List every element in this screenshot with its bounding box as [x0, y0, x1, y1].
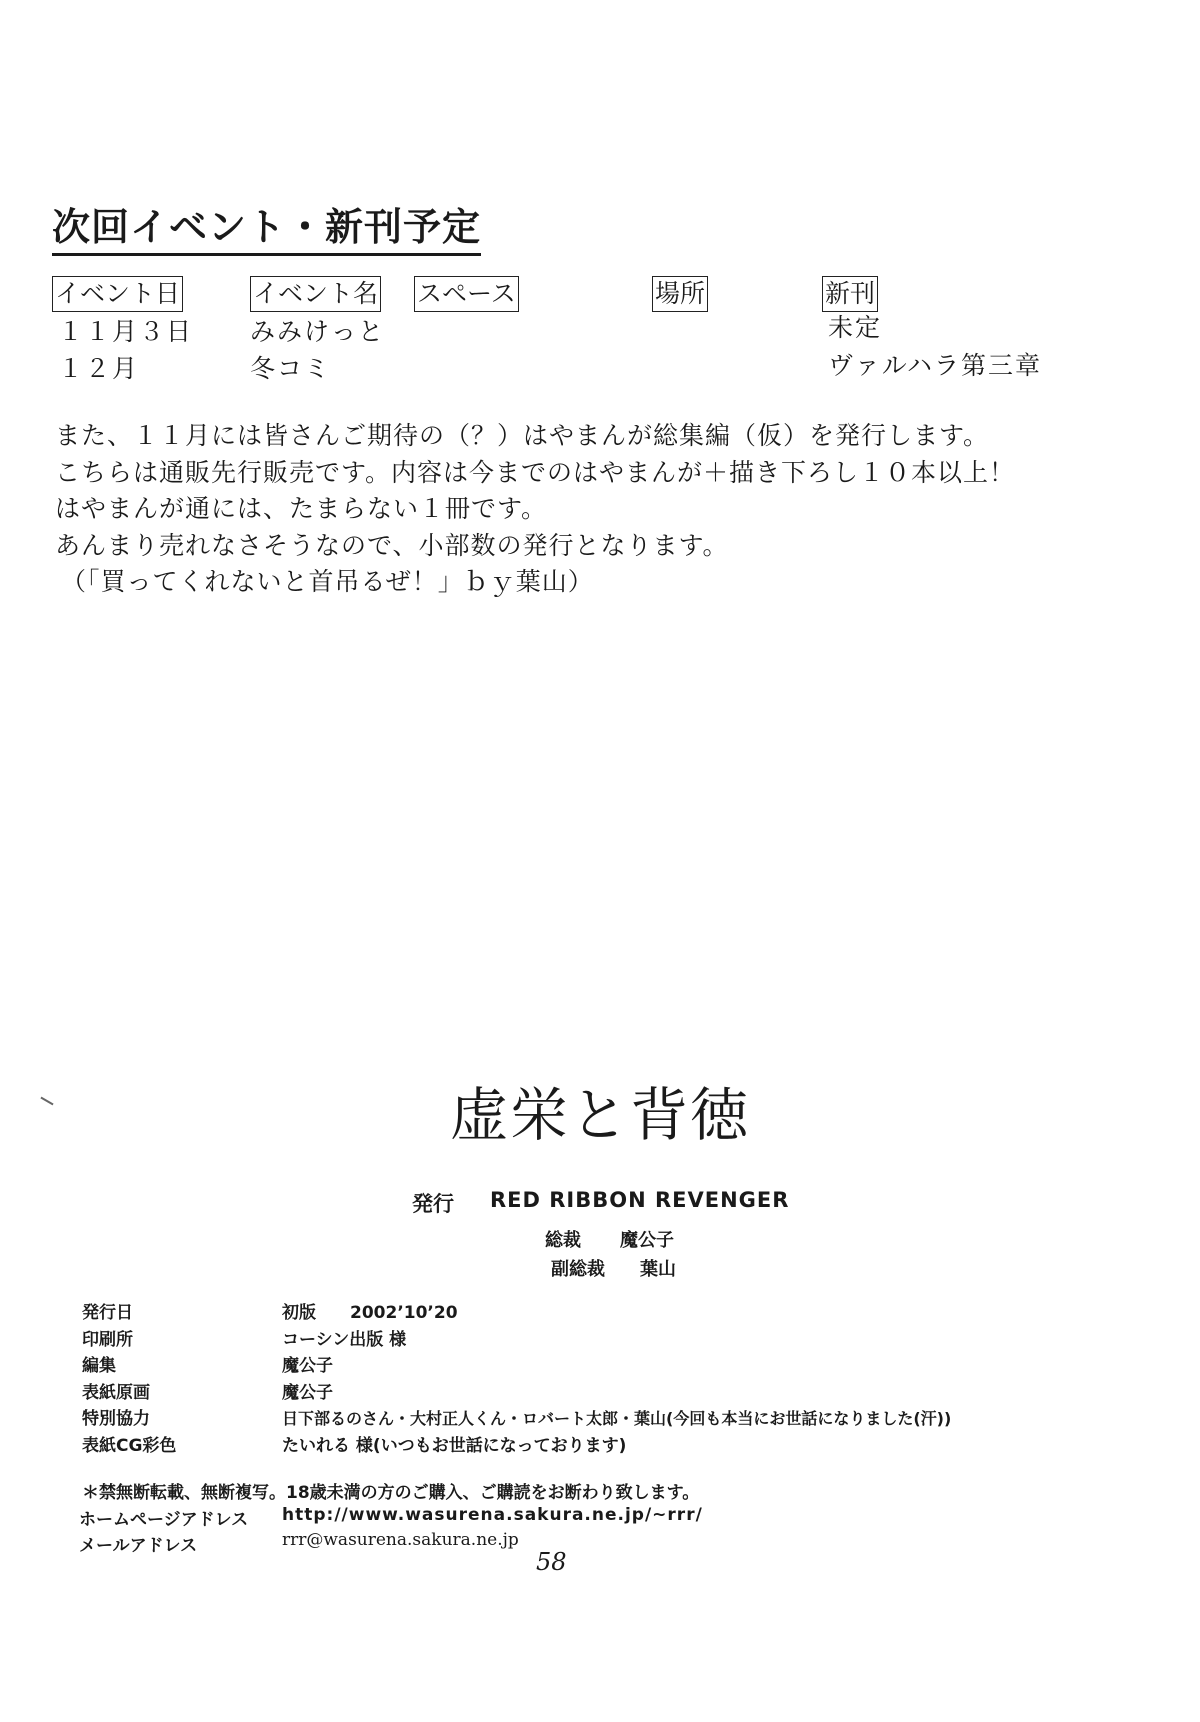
staff-name: 葉山 — [640, 1259, 676, 1280]
colophon-label: 印刷所 — [82, 1329, 133, 1350]
homepage-label: ホームページアドレス — [79, 1510, 249, 1530]
header-event-date: イベント日 — [52, 276, 183, 312]
row1-new-book: 未定 — [828, 313, 883, 342]
colophon-label: 表紙CG彩色 — [82, 1435, 177, 1456]
paragraph-line: こちらは通販先行販売です。内容は今までのはやまんが＋描き下ろし１０本以上！ — [55, 457, 1016, 487]
email-label: メールアドレス — [79, 1536, 198, 1556]
colophon-values — [282, 1300, 951, 1459]
header-new-book: 新刊 — [822, 276, 878, 312]
publisher-name: RED RIBBON REVENGER — [490, 1188, 790, 1212]
staff-role: 副総裁 — [551, 1259, 605, 1280]
colophon-value: 初版 2002’10’20 — [282, 1303, 458, 1323]
colophon-value: 魔公子 — [282, 1356, 333, 1376]
announcement-paragraph — [55, 418, 1015, 601]
section-title: 次回イベント・新刊予定 — [52, 196, 481, 256]
colophon-value: 魔公子 — [282, 1382, 333, 1403]
colophon-labels — [82, 1300, 176, 1459]
row2-new-book: ヴァルハラ第三章 — [828, 351, 1043, 380]
paragraph-line: はやまんが通には、たまらない１冊です。 — [55, 494, 548, 523]
colophon-value: たいれる 様(いつもお世話になっております) — [282, 1435, 627, 1456]
publisher-label: 発行 — [412, 1192, 454, 1216]
notice-text: ＊禁無断転載、無断複写。18歳未満の方のご購入、ご購読をお断わり致します。 — [82, 1483, 700, 1503]
paragraph-line: また、１１月には皆さんご期待の（？）はやまんが総集編（仮）を発行します。 — [55, 421, 990, 450]
row1-date: １１月３日 — [58, 317, 194, 346]
homepage-url[interactable]: http://www.wasurena.sakura.ne.jp/~rrr/ — [282, 1505, 703, 1525]
colophon-value: 日下部るのさん・大村正人くん・ロバート太郎・葉山(今回も本当にお世話になりました(汗)) — [282, 1409, 952, 1428]
header-space: スペース — [414, 276, 519, 312]
staff-role: 総裁 — [545, 1230, 581, 1251]
colophon-label: 発行日 — [82, 1303, 133, 1323]
colophon-value: コーシン出版 様 — [282, 1329, 407, 1350]
staff-name: 魔公子 — [620, 1230, 674, 1251]
colophon-label: 特別協力 — [82, 1409, 150, 1429]
page-number: 58 — [536, 1548, 567, 1576]
row2-date: １２月 — [58, 354, 140, 383]
row1-event: みみけっと — [250, 317, 386, 346]
colophon-label: 編集 — [82, 1356, 116, 1376]
email-address[interactable]: rrr@wasurena.sakura.ne.jp — [282, 1530, 519, 1550]
colophon-label: 表紙原画 — [82, 1382, 150, 1403]
row2-event: 冬コミ — [250, 354, 332, 383]
paragraph-line: あんまり売れなさそうなので、小部数の発行となります。 — [55, 530, 729, 560]
header-place: 場所 — [652, 276, 708, 312]
paragraph-line: （「買ってくれないと首吊るぜ！」ｂｙ葉山） — [61, 567, 594, 596]
book-title: 虚栄と背徳 — [449, 1081, 750, 1149]
header-event-name: イベント名 — [250, 276, 381, 312]
